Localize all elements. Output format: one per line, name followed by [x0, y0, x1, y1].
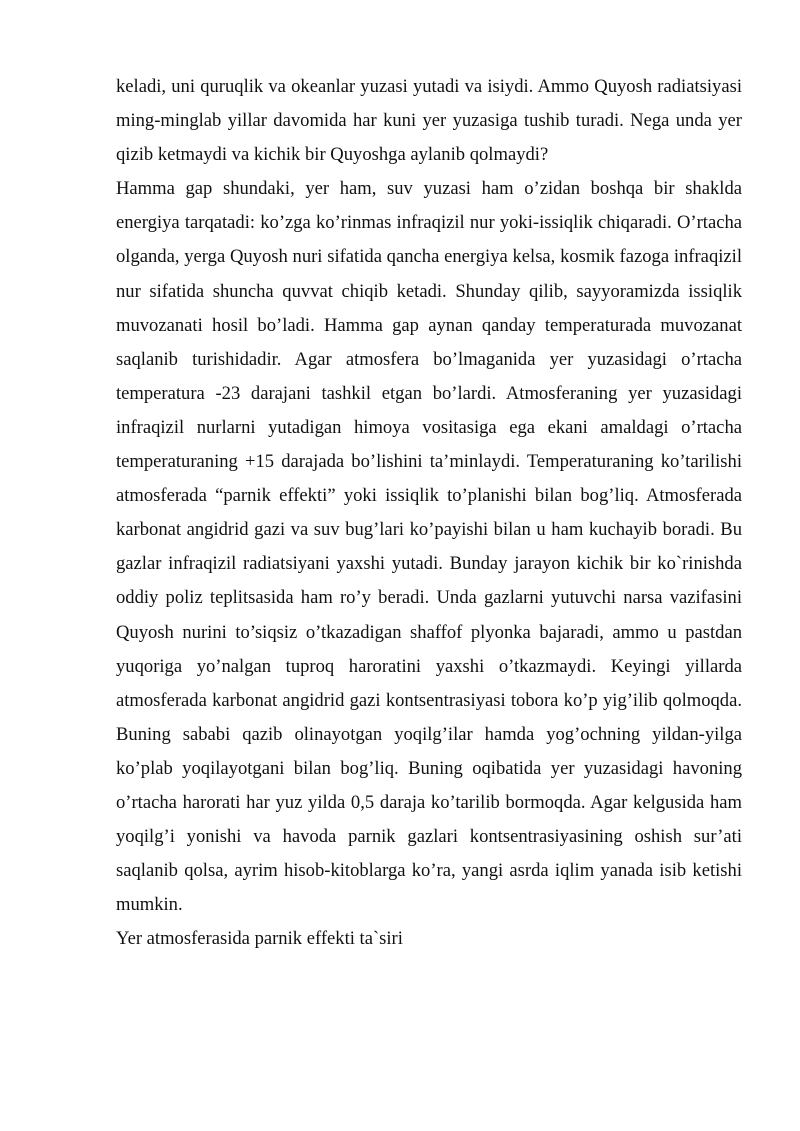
paragraph-2: Hamma gap shundaki, yer ham, suv yuzasi ham o’zidan boshqa bir shaklda energiya tarqatadi: ko’zga ko’rinmas infraqizil nur yoki-issiqlik chiqaradi. O’rtacha olganda, yerga Quyosh nuri sifatida qancha energiya kelsa, kosmik fazoga infraqizil nur sifatida shuncha quvvat chiqib ketadi. Shunday qilib, sayyoramizda issiqlik muvozanati hosil bo’ladi. Hamma gap aynan qanday temperaturada muvozanat saqlanib turishidadir. Agar atmosfera bo’lmaganida yer yuzasidagi o’rtacha temperatura -23 darajani tashkil etgan bo’lardi. Atmosferaning yer yuzasidagi infraqizil nurlarni yutadigan himoya vositasiga ega ekani amaldagi o’rtacha temperaturaning +15 darajada bo’lishini ta’minlaydi. Temperaturaning ko’tarilishi atmosferada “parnik effekti” yoki issiqlik to’planishi bilan bog’liq. Atmosferada karbonat angidrid gazi va suv bug’lari ko’payishi bilan u ham kuchayib boradi. Bu gazlar infraqizil radiatsiyani yaxshi yutadi. Bunday jarayon kichik bir ko`rinishda oddiy poliz teplitsasida ham ro’y beradi. Unda gazlarni yutuvchi narsa vazifasini Quyosh nurini to’siqsiz o’tkazadigan shaffof plyonka bajaradi, ammo u pastdan yuqoriga yo’nalgan tuproq haroratini yaxshi o’tkazmaydi. Keyingi yillarda atmosferada karbonat angidrid gazi kontsentrasiyasi tobora ko’p yig’ilib qolmoqda. Buning sababi qazib olinayotgan yoqilg’ilar hamda yog’ochning yildan-yilga ko’plab yoqilayotgani bilan bog’liq. Buning oqibatida yer yuzasidagi havoning o’rtacha harorati har yuz yilda 0,5 daraja ko’tarilib bormoqda. Agar kelgusida ham yoqilg’i yonishi va havoda parnik gazlari kontsentrasiyasining oshish sur’ati saqlanib qolsa, ayrim hisob-kitoblarga ko’ra, yangi asrda iqlim yanada isib ketishi mumkin.: [116, 178, 742, 916]
document-page: [116, 70, 742, 956]
figure-caption: Yer atmosferasida parnik effekti ta`siri: [116, 928, 403, 950]
paragraph-1: keladi, uni quruqlik va okeanlar yuzasi yutadi va isiydi. Ammo Quyosh radiatsiyasi ming-minglab yillar davomida har kuni yer yuzasiga tushib turadi. Nega unda yer qizib ketmaydi va kichik bir Quyoshga aylanib qolmaydi?: [116, 76, 742, 166]
